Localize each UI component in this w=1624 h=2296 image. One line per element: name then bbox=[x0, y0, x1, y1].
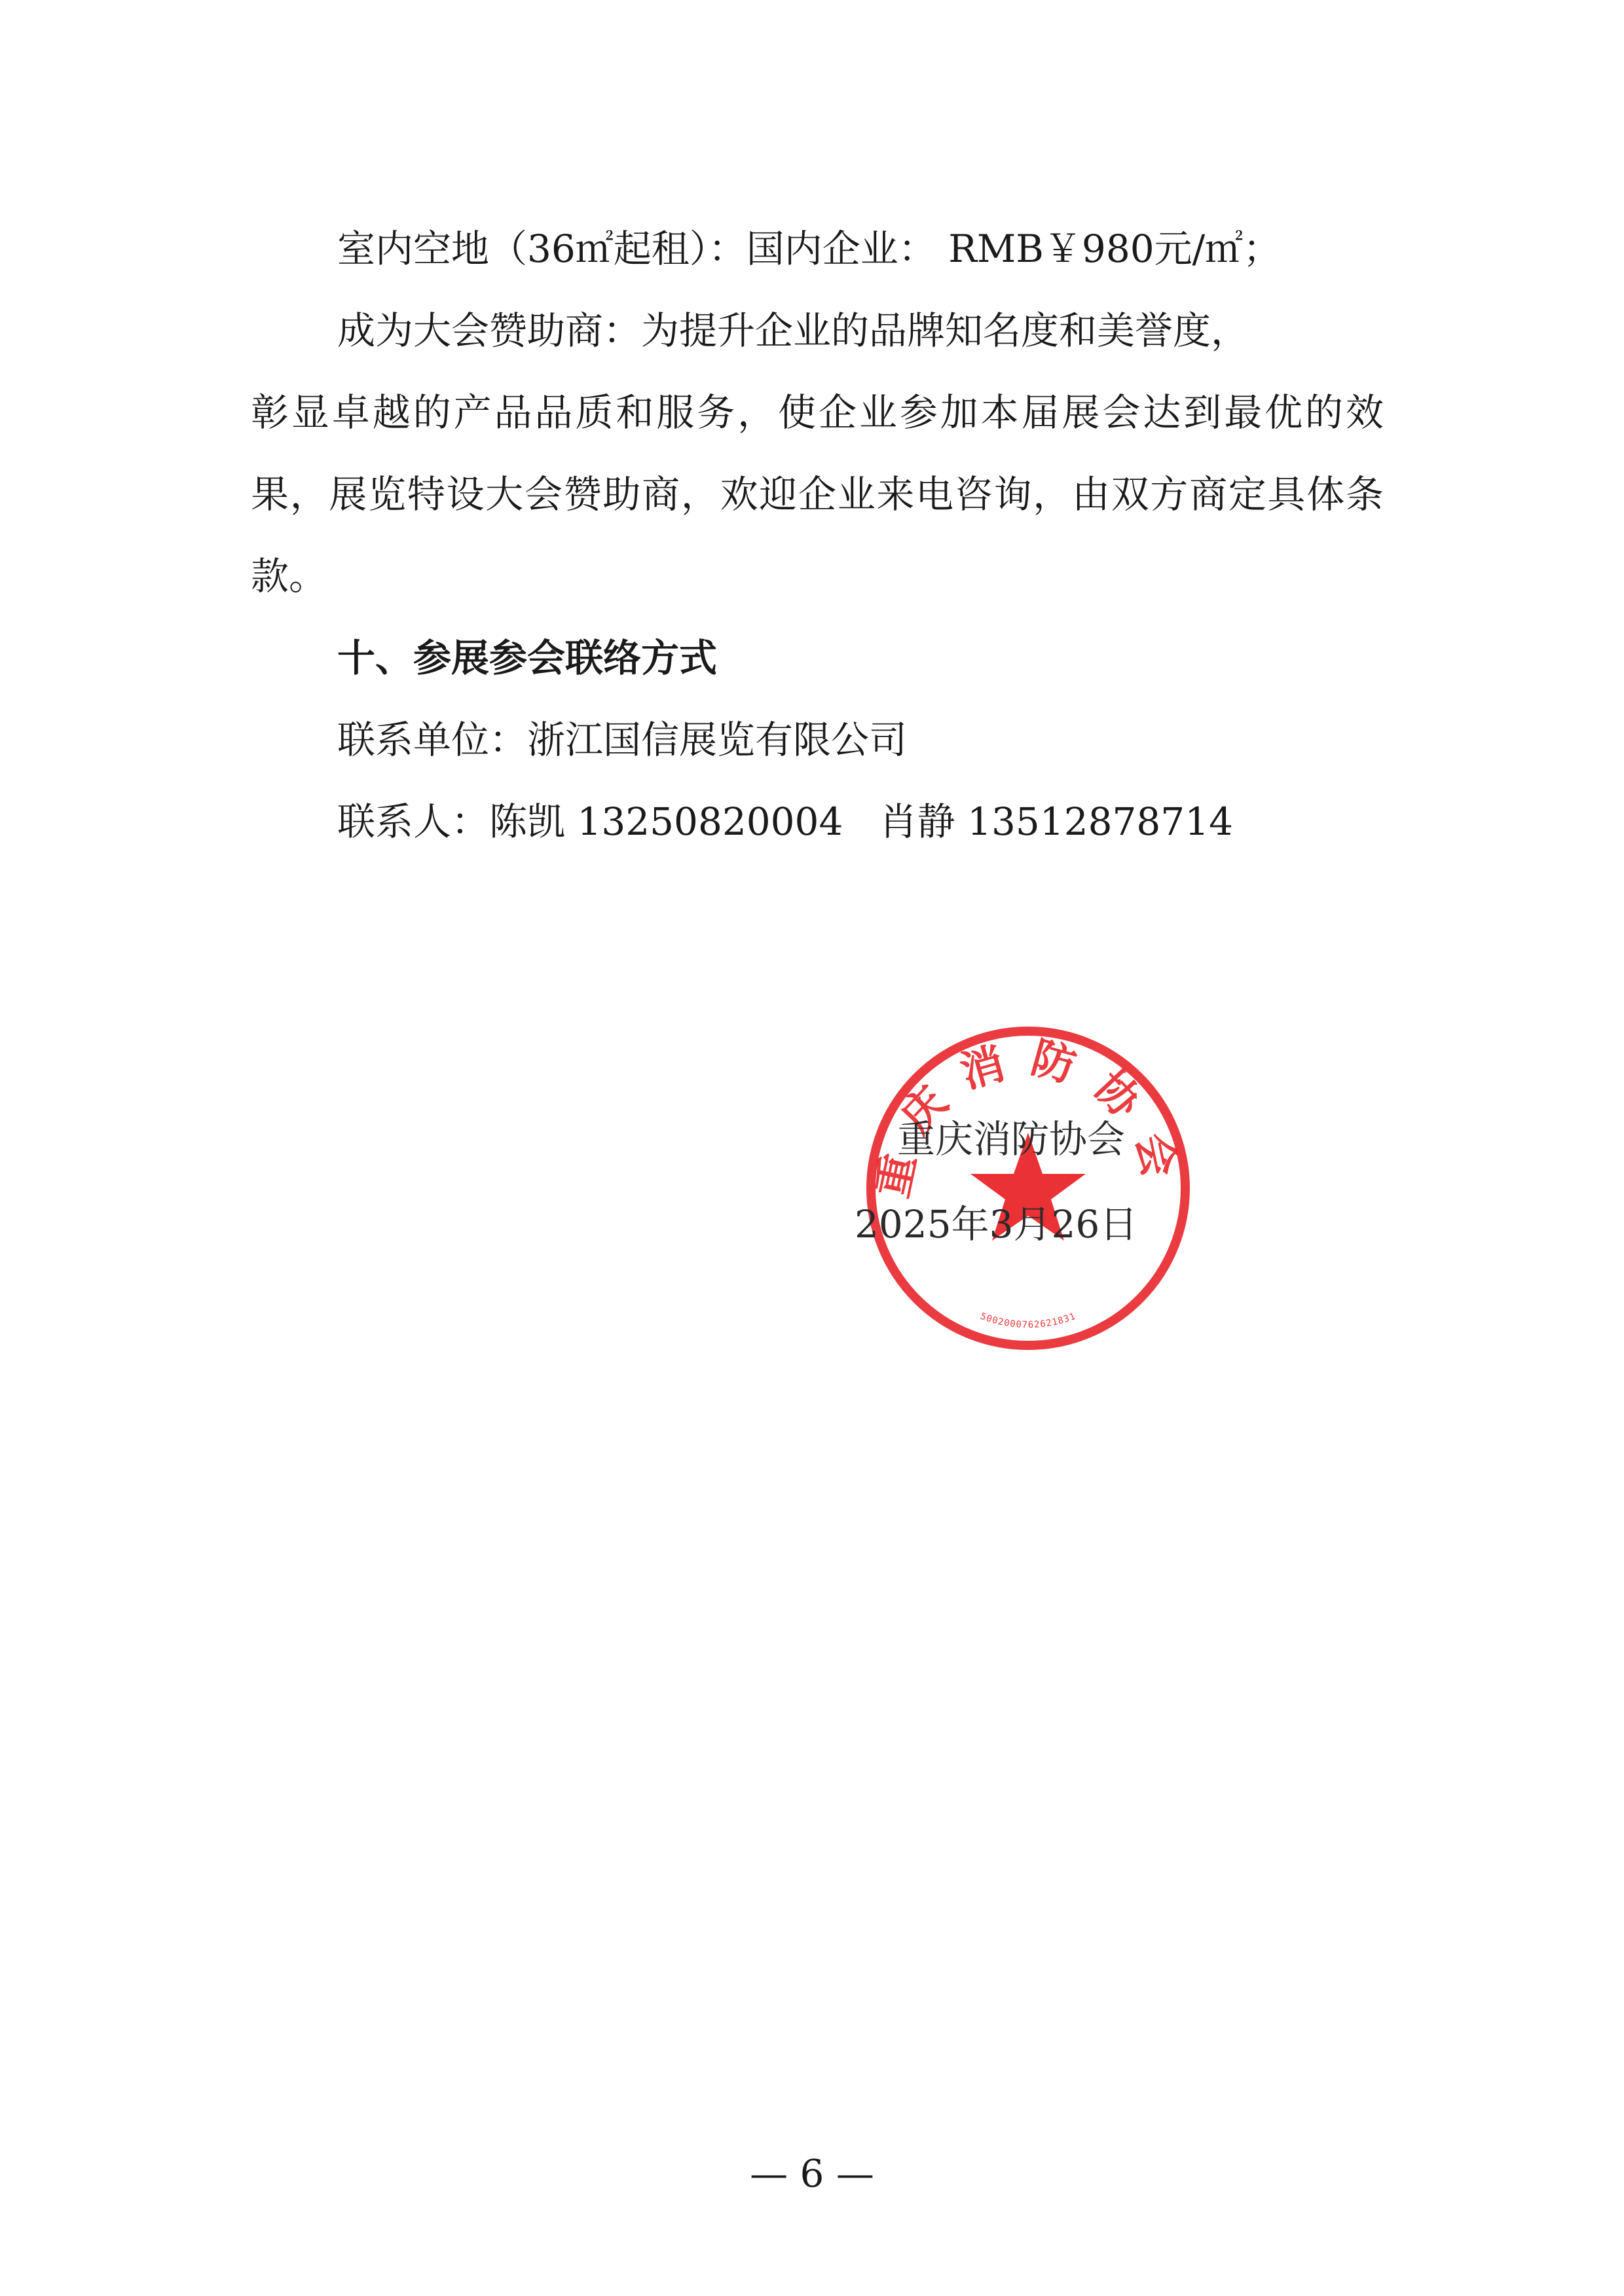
sponsor-paragraph-body: 彰显卓越的产品品质和服务，使企业参加本届展会达到最优的效果，展览特设大会赞助商，欢迎企业来电咨询，由双方商定具体条款。 bbox=[251, 390, 1384, 598]
section-heading-contact: 十、参展参会联络方式 bbox=[337, 636, 718, 680]
sponsor-paragraph-first-line: 成为大会赞助商：为提升企业的品牌知名度和美誉度， bbox=[337, 308, 1249, 353]
official-seal-stamp bbox=[858, 1018, 1198, 1358]
indoor-space-price: 室内空地（36㎡起租）：国内企业： RMB￥980元/㎡； bbox=[337, 227, 1282, 271]
svg-text:重庆消防协会: 重庆消防协会 bbox=[866, 1031, 1190, 1202]
signature-date: 2025年3月26日 bbox=[855, 1202, 1138, 1247]
page-number: — 6 — bbox=[750, 2151, 874, 2196]
svg-text:5002000762621831: 5002000762621831 bbox=[978, 1311, 1078, 1331]
contact-unit: 联系单位：浙江国信展览有限公司 bbox=[337, 718, 908, 762]
contact-persons: 联系人：陈凯 13250820004 肖静 13512878714 bbox=[337, 799, 1234, 844]
signature-organization: 重庆消防协会 bbox=[897, 1117, 1126, 1161]
